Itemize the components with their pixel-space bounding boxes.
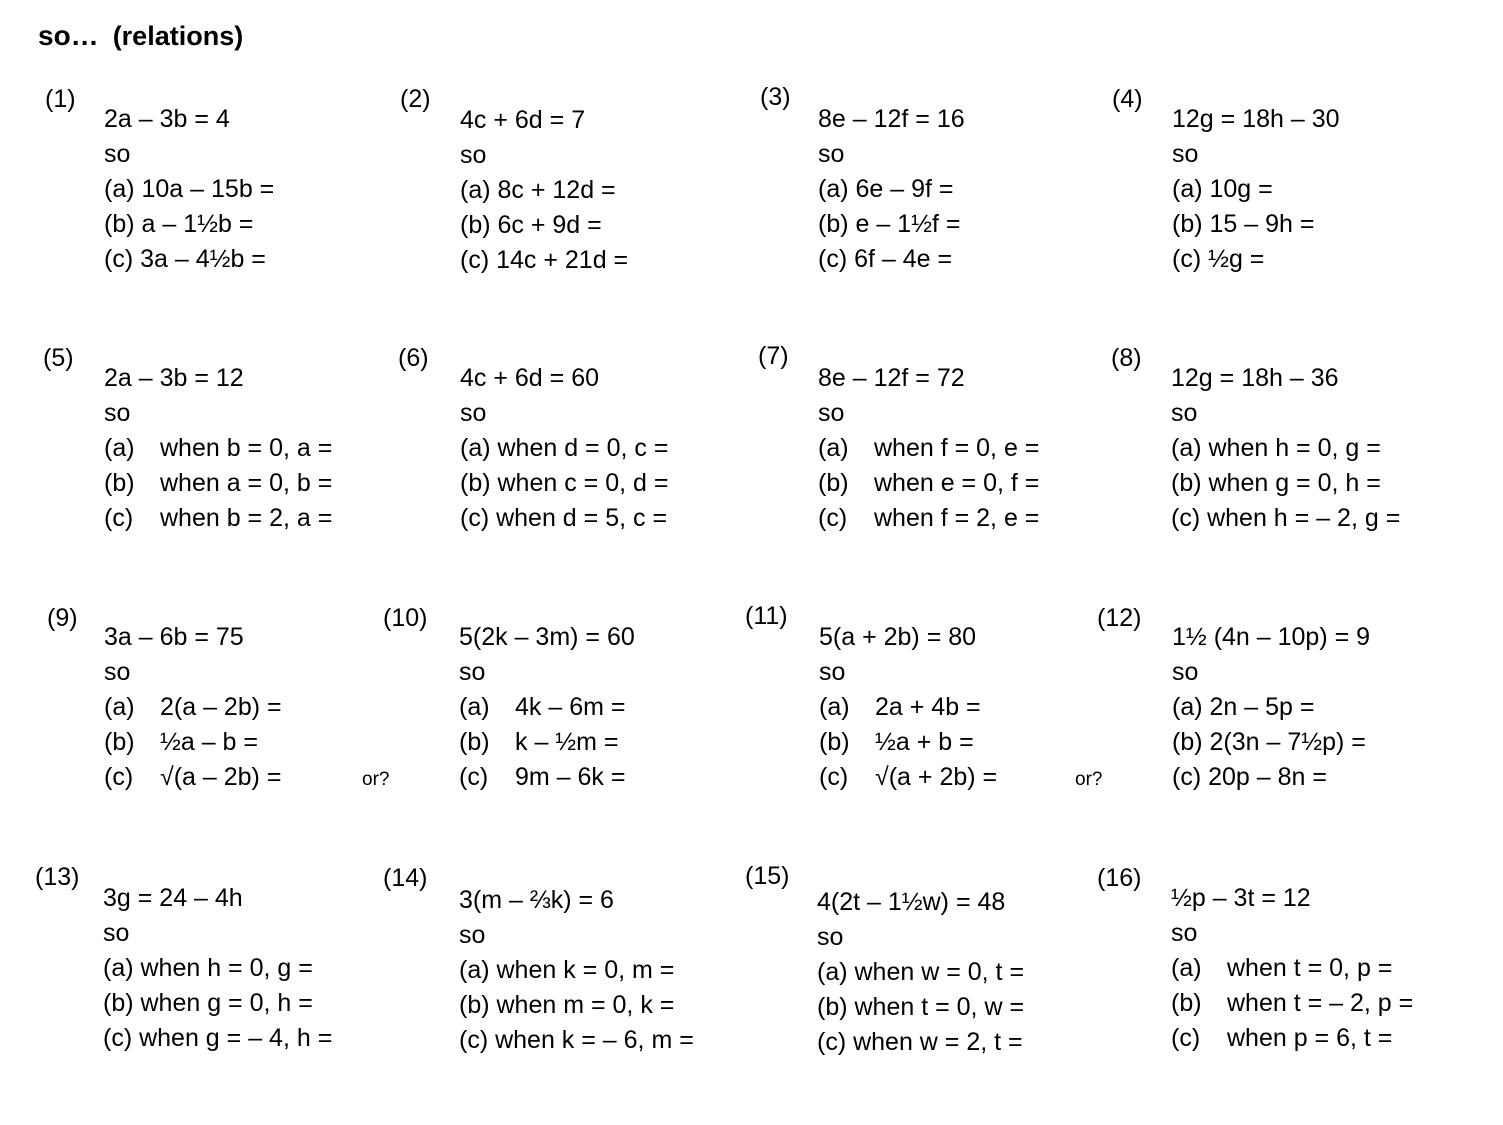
part-text: when t = 0, p = <box>1227 954 1393 982</box>
part-text: when t = – 2, p = <box>1227 989 1414 1017</box>
equation: 8e – 12f = 16 <box>818 105 965 133</box>
part-label: (a) <box>819 693 850 721</box>
part-a <box>459 690 635 725</box>
problem-number: (16) <box>1097 864 1142 892</box>
part-label: (b) <box>1171 989 1202 1017</box>
part-text: √(a – 2b) = <box>160 763 282 791</box>
part-b: (b) a – 1½b = <box>104 210 254 238</box>
title-sub: (relations) <box>112 21 244 51</box>
problem-block <box>1171 881 1413 1056</box>
part-c: (c) when d = 5, c = <box>460 504 668 532</box>
part-label: (b) <box>104 469 135 497</box>
so-text: so <box>818 399 845 427</box>
or-note: or? <box>362 769 390 790</box>
part-label: (b) <box>819 728 850 756</box>
problem-block <box>818 361 1039 536</box>
part-c <box>104 760 282 795</box>
part-text: when f = 2, e = <box>874 504 1040 532</box>
part-b: (b) e – 1½f = <box>818 210 961 238</box>
part-a: (a) 6e – 9f = <box>818 175 954 203</box>
part-b: (b) when g = 0, h = <box>1171 469 1381 497</box>
or-note: or? <box>1075 769 1103 790</box>
part-text: ½a + b = <box>875 728 974 756</box>
part-b <box>104 466 332 501</box>
equation: 5(2k – 3m) = 60 <box>459 623 635 651</box>
so-text: so <box>104 140 131 168</box>
part-a <box>104 690 282 725</box>
part-b: (b) when t = 0, w = <box>817 993 1025 1021</box>
part-b <box>104 725 282 760</box>
so-text: so <box>1172 658 1199 686</box>
problem-block <box>1172 102 1340 277</box>
so-text: so <box>1172 140 1199 168</box>
part-text: √(a + 2b) = <box>875 763 998 791</box>
part-label: (b) <box>459 728 490 756</box>
part-text: 4k – 6m = <box>515 693 626 721</box>
equation: 4c + 6d = 7 <box>460 106 586 134</box>
problem-block <box>818 102 965 277</box>
part-a: (a) 8c + 12d = <box>460 176 616 204</box>
equation: ½p – 3t = 12 <box>1171 884 1311 912</box>
part-c <box>818 501 1039 536</box>
part-text: when e = 0, f = <box>874 469 1040 497</box>
equation: 3a – 6b = 75 <box>104 623 244 651</box>
so-text: so <box>459 658 486 686</box>
part-b: (b) 2(3n – 7½p) = <box>1172 728 1366 756</box>
problem-block <box>1172 620 1370 795</box>
part-text: 2a + 4b = <box>875 693 981 721</box>
so-text: so <box>460 141 487 169</box>
part-c <box>1171 1021 1413 1056</box>
part-a <box>819 690 997 725</box>
problem-number: (6) <box>398 344 429 372</box>
part-label: (b) <box>104 728 135 756</box>
part-text: ½a – b = <box>160 728 258 756</box>
part-b: (b) 6c + 9d = <box>460 211 602 239</box>
part-c: (c) ½g = <box>1172 245 1265 273</box>
problem-block <box>104 620 282 795</box>
problem-number: (12) <box>1097 604 1142 632</box>
problem-number: (14) <box>383 864 428 892</box>
so-text: so <box>460 399 487 427</box>
part-b <box>819 725 997 760</box>
equation: 5(a + 2b) = 80 <box>819 623 977 651</box>
part-b <box>459 725 635 760</box>
part-c: (c) when w = 2, t = <box>817 1028 1023 1056</box>
part-a: (a) 10a – 15b = <box>104 175 275 203</box>
part-text: when f = 0, e = <box>874 434 1040 462</box>
part-text: 9m – 6k = <box>515 763 626 791</box>
part-text: 2(a – 2b) = <box>160 693 282 721</box>
equation: 4(2t – 1½w) = 48 <box>817 888 1006 916</box>
problem-block <box>819 620 997 795</box>
part-text: when a = 0, b = <box>160 469 333 497</box>
part-label: (c) <box>819 763 849 791</box>
part-label: (a) <box>104 693 135 721</box>
equation: 3g = 24 – 4h <box>103 884 243 912</box>
problem-number: (13) <box>35 863 80 891</box>
part-a: (a) when h = 0, g = <box>103 954 313 982</box>
part-b: (b) when c = 0, d = <box>460 469 669 497</box>
problem-number: (9) <box>47 604 78 632</box>
so-text: so <box>103 919 130 947</box>
equation: 12g = 18h – 30 <box>1172 105 1340 133</box>
part-a: (a) when w = 0, t = <box>817 958 1025 986</box>
part-c: (c) 3a – 4½b = <box>104 245 266 273</box>
so-text: so <box>104 399 131 427</box>
problem-number: (2) <box>400 85 431 113</box>
part-c <box>459 760 635 795</box>
part-b <box>818 466 1039 501</box>
so-text: so <box>1171 919 1198 947</box>
part-label: (b) <box>818 469 849 497</box>
part-a: (a) when h = 0, g = <box>1171 434 1381 462</box>
so-text: so <box>817 923 844 951</box>
part-text: when b = 0, a = <box>160 434 333 462</box>
problem-block <box>1171 361 1400 536</box>
part-text: k – ½m = <box>515 728 619 756</box>
so-text: so <box>459 921 486 949</box>
problem-number: (10) <box>383 604 428 632</box>
part-a: (a) 2n – 5p = <box>1172 693 1315 721</box>
equation: 12g = 18h – 36 <box>1171 364 1339 392</box>
problem-block <box>104 361 332 536</box>
part-c: (c) 6f – 4e = <box>818 245 953 273</box>
part-label: (a) <box>1171 954 1202 982</box>
part-text: when p = 6, t = <box>1227 1024 1393 1052</box>
problem-number: (7) <box>758 342 789 370</box>
problem-number: (3) <box>760 83 791 111</box>
part-a <box>104 431 332 466</box>
so-text: so <box>104 658 131 686</box>
part-label: (c) <box>459 763 489 791</box>
problem-block <box>817 885 1024 1060</box>
so-text: so <box>819 658 846 686</box>
title-main: so… <box>38 20 99 51</box>
problem-block <box>104 102 274 277</box>
problem-block <box>460 103 628 278</box>
part-label: (c) <box>818 504 848 532</box>
equation: 2a – 3b = 12 <box>104 364 244 392</box>
part-c <box>819 760 997 795</box>
equation: 8e – 12f = 72 <box>818 364 965 392</box>
part-b: (b) when m = 0, k = <box>459 991 675 1019</box>
part-a: (a) 10g = <box>1172 175 1273 203</box>
part-a <box>818 431 1039 466</box>
part-c: (c) when h = – 2, g = <box>1171 504 1401 532</box>
part-b <box>1171 986 1413 1021</box>
part-c: (c) 20p – 8n = <box>1172 763 1327 791</box>
problem-block <box>459 883 694 1058</box>
part-label: (c) <box>104 763 134 791</box>
problem-block <box>460 361 668 536</box>
problem-number: (11) <box>745 602 788 630</box>
problem-number: (15) <box>745 862 790 890</box>
part-c: (c) when k = – 6, m = <box>459 1026 694 1054</box>
equation: 1½ (4n – 10p) = 9 <box>1172 623 1371 651</box>
part-label: (c) <box>104 504 134 532</box>
part-c <box>104 501 332 536</box>
problem-number: (8) <box>1111 344 1142 372</box>
part-label: (a) <box>818 434 849 462</box>
part-b: (b) when g = 0, h = <box>103 989 313 1017</box>
part-text: when b = 2, a = <box>160 504 333 532</box>
part-a: (a) when d = 0, c = <box>460 434 669 462</box>
part-a: (a) when k = 0, m = <box>459 956 675 984</box>
so-text: so <box>818 140 845 168</box>
equation: 3(m – ⅔k) = 6 <box>459 886 614 914</box>
problem-number: (5) <box>43 344 74 372</box>
part-label: (c) <box>1171 1024 1201 1052</box>
problem-number: (1) <box>45 85 76 113</box>
so-text: so <box>1171 399 1198 427</box>
problem-block <box>103 881 332 1056</box>
problem-block <box>459 620 635 795</box>
equation: 4c + 6d = 60 <box>460 364 600 392</box>
part-c: (c) 14c + 21d = <box>460 246 629 274</box>
problem-number: (4) <box>1112 85 1143 113</box>
equation: 2a – 3b = 4 <box>104 105 230 133</box>
part-b: (b) 15 – 9h = <box>1172 210 1315 238</box>
part-a <box>1171 951 1413 986</box>
part-c: (c) when g = – 4, h = <box>103 1024 333 1052</box>
page-title <box>38 20 243 52</box>
part-label: (a) <box>104 434 135 462</box>
part-label: (a) <box>459 693 490 721</box>
